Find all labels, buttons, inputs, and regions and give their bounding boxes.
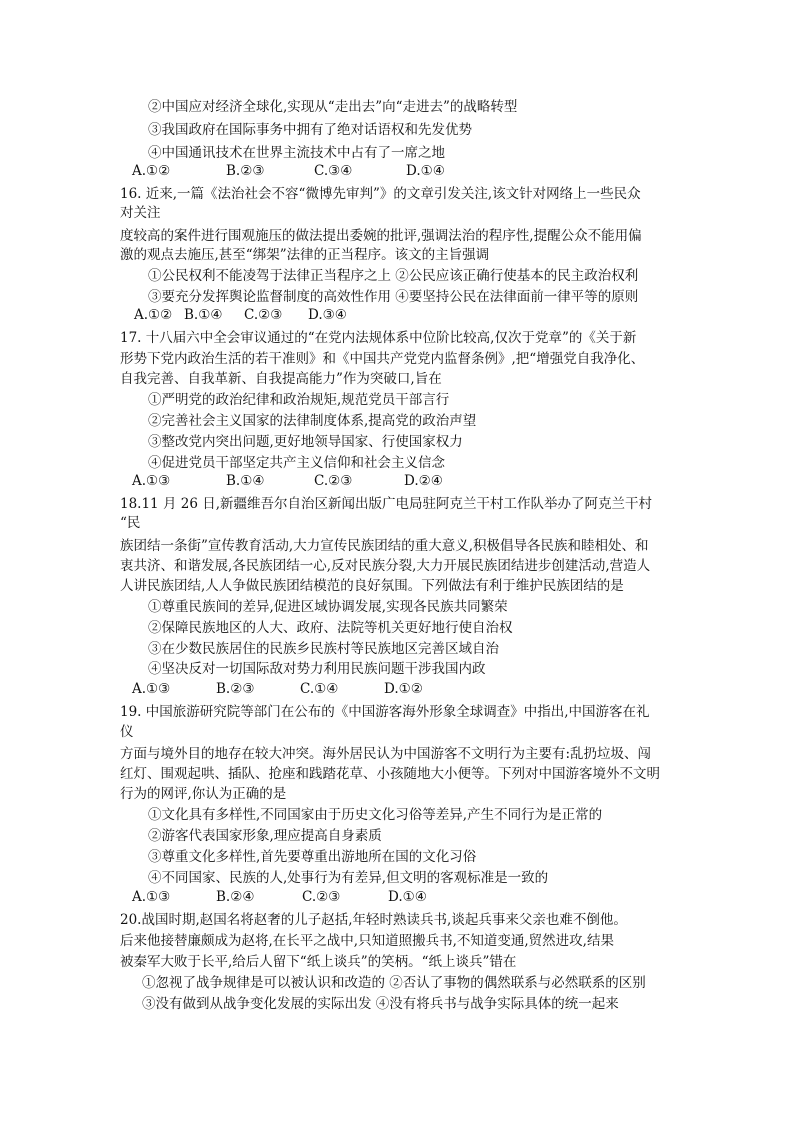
q19-stem-line1: 19. 中国旅游研究院等部门在公布的《中国游客海外形象全球调查》中指出,中国游客在礼 (120, 704, 650, 720)
q17-option-1: ①严明党的政治纪律和政治规矩,规范党员干部言行 (148, 392, 450, 408)
q16-options-1-2: ①公民权利不能凌驾于法律正当程序之上 ②公民应该正确行使基本的民主政治权利 (148, 268, 639, 284)
q19-choice-b: B.②④ (216, 889, 255, 905)
q16-choice-b: B.①④ (184, 307, 223, 323)
q18-choice-c: C.①④ (300, 681, 339, 697)
q20-options-1-2: ①忽视了战争规律是可以被认识和改造的 ②否认了事物的偶然联系与必然联系的区别 (142, 975, 646, 991)
q18-stem-line2: “民 (120, 515, 141, 531)
q15-choice-d: D.①④ (406, 163, 445, 179)
q19-choice-a: A.①③ (132, 889, 171, 905)
q19-choice-d: D.①④ (388, 889, 427, 905)
q18-option-4: ④坚决反对一切国际敌对势力利用民族问题干涉我国内政 (148, 661, 486, 677)
q20-options-3-4: ③没有做到从战争变化发展的实际出发 ④没有将兵书与战争实际具体的统一起来 (142, 996, 619, 1012)
q16-choice-c: C.②③ (244, 307, 283, 323)
q16-stem-line4: 激的观点去施压,甚至“绑架”法律的正当程序。该文的主旨强调 (120, 247, 490, 263)
q17-choice-a: A.①③ (132, 473, 171, 489)
q17-choice-c: C.②③ (314, 473, 353, 489)
q17-choice-b: B.①④ (226, 473, 265, 489)
q18-stem-line5: 人讲民族团结,人人争做民族团结模范的良好氛围。下列做法有利于维护民族团结的是 (120, 578, 624, 594)
q19-stem-line3: 方面与境外目的地存在较大冲突。海外居民认为中国游客不文明行为主要有:乱扔垃圾、闯 (120, 746, 652, 762)
q18-option-2: ②保障民族地区的人大、政府、法院等机关更好地行使自治权 (148, 620, 513, 636)
q15-option-2: ②中国应对经济全球化,实现从“走出去”向“走进去”的战略转型 (148, 99, 518, 115)
q18-choice-d: D.①② (384, 681, 423, 697)
q19-stem-line4: 红灯、围观起哄、插队、抢座和践踏花草、小孩随地大小便等。下列对中国游客境外不文明 (120, 766, 660, 782)
q15-choice-b: B.②③ (226, 163, 265, 179)
q17-stem-line3: 自我完善、自我革新、自我提高能力”作为突破口,旨在 (120, 371, 442, 387)
q16-choice-d: D.③④ (308, 307, 347, 323)
q18-choice-b: B.②③ (216, 681, 255, 697)
q19-stem-line5: 行为的网评,你认为正确的是 (120, 786, 287, 802)
q20-stem-line2: 后来他接替廉颇成为赵将,在长平之战中,只知道照搬兵书,不知道变通,贸然进攻,结果 (120, 933, 614, 949)
q15-choice-a: A.①② (132, 163, 171, 179)
q19-option-2: ②游客代表国家形象,理应提高自身素质 (148, 828, 382, 844)
q18-stem-line3: 族团结一条街”宣传教育活动,大力宣传民族团结的重大意义,积极倡导各民族和睦相处、和 (120, 538, 649, 554)
q17-stem-line1: 17. 十八届六中全会审议通过的“在党内法规体系中位阶比较高,仅次于党章”的《关于新 (120, 330, 637, 346)
q16-stem-line1: 16. 近来,一篇《法治社会不容“微博先审判”》的文章引发关注,该文针对网络上一些民众 (120, 186, 641, 202)
q17-option-2: ②完善社会主义国家的法律制度体系,提高党的政治声望 (148, 413, 477, 429)
q17-choice-d: D.②④ (404, 473, 443, 489)
q18-option-3: ③在少数民族居住的民族乡民族村等民族地区完善区域自治 (148, 641, 499, 657)
q18-stem-line1: 18.11 月 26 日,新疆维吾尔自治区新闻出版广电局驻阿克兰干村工作队举办了阿克兰干村 (120, 496, 652, 512)
q19-option-4: ④不同国家、民族的人,处事行为有差异,但文明的客观标准是一致的 (148, 870, 549, 886)
q17-stem-line2: 形势下党内政治生活的若干准则》和《中国共产党党内监督条例》,把“增强党自我净化、 (120, 351, 645, 367)
q18-option-1: ①尊重民族间的差异,促进区域协调发展,实现各民族共同繁荣 (148, 599, 508, 615)
q19-choice-c: C.②③ (302, 889, 341, 905)
q16-stem-line3: 度较高的案件进行围观施压的做法提出委婉的批评,强调法治的程序性,提醒公众不能用偏 (120, 228, 642, 244)
q18-stem-line4: 衷共济、和谐发展,各民族团结一心,反对民族分裂,大力开展民族团结进步创建活动,营造人 (120, 558, 651, 574)
q20-stem-line3: 被秦军大败于长平,给后人留下“纸上谈兵”的笑柄。“纸上谈兵”错在 (120, 954, 517, 970)
q17-option-3: ③整改党内突出问题,更好地领导国家、行使国家权力 (148, 434, 463, 450)
q20-stem-line1: 20.战国时期,赵国名将赵奢的儿子赵括,年轻时熟读兵书,谈起兵事来父亲也难不倒他。 (120, 912, 627, 928)
q17-option-4: ④促进党员干部坚定共产主义信仰和社会主义信念 (148, 455, 445, 471)
q18-choice-a: A.①③ (132, 681, 171, 697)
q15-choice-c: C.③④ (314, 163, 353, 179)
q16-choice-a: A.①② (134, 307, 173, 323)
q15-option-4: ④中国通讯技术在世界主流技术中占有了一席之地 (148, 145, 445, 161)
q19-option-3: ③尊重文化多样性,首先要尊重出游地所在国的文化习俗 (148, 849, 477, 865)
q19-option-1: ①文化具有多样性,不同国家由于历史文化习俗等差异,产生不同行为是正常的 (148, 807, 603, 823)
q19-stem-line2: 仪 (120, 724, 134, 740)
q16-options-3-4: ③要充分发挥舆论监督制度的高效性作用 ④要坚持公民在法律面前一律平等的原则 (148, 289, 639, 305)
q16-stem-line2: 对关注 (120, 205, 161, 221)
q15-option-3: ③我国政府在国际事务中拥有了绝对话语权和先发优势 (148, 122, 472, 138)
